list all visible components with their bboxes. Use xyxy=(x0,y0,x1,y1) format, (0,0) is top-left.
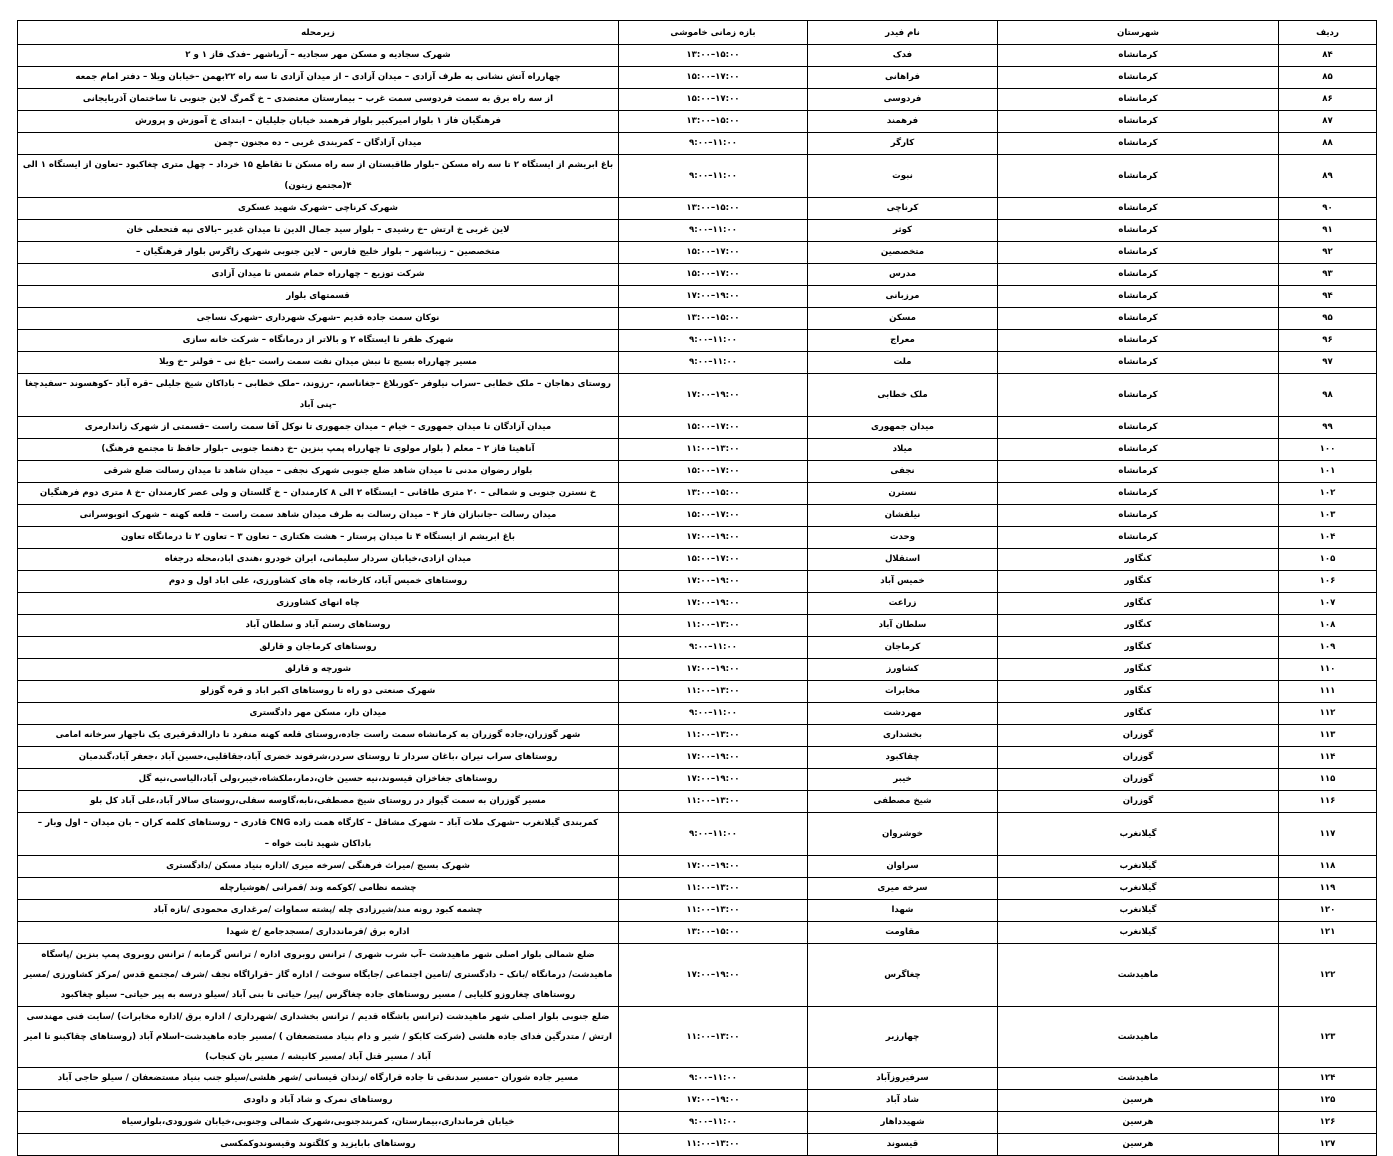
county-cell: گیلانغرب xyxy=(998,856,1279,878)
time-window-cell: ۱۱:۰۰–۱۳:۰۰ xyxy=(619,615,808,637)
time-window-cell: ۱۱:۰۰–۱۳:۰۰ xyxy=(619,878,808,900)
table-row xyxy=(18,242,1377,264)
table-row xyxy=(18,461,1377,483)
county-cell: گوزران xyxy=(998,725,1279,747)
county-cell: کرمانشاه xyxy=(998,45,1279,67)
row-number-cell: ۱۱۵ xyxy=(1279,769,1377,791)
area-cell: شهرک صنعتی دو راه تا روستاهای اکبر اباد و قره گوزلو xyxy=(18,681,619,703)
time-window-cell: ۱۵:۰۰–۱۷:۰۰ xyxy=(619,505,808,527)
table-row xyxy=(18,133,1377,155)
row-number-cell: ۱۰۴ xyxy=(1279,527,1377,549)
row-number-cell: ۸۴ xyxy=(1279,45,1377,67)
header-row xyxy=(18,21,1377,45)
row-number-cell: ۱۲۴ xyxy=(1279,1068,1377,1090)
area-cell: میدان ازادی،خیابان سردار سلیمانی، ایران خودرو ،هندی اباد،محله درجغاه xyxy=(18,549,619,571)
county-cell: گیلانغرب xyxy=(998,813,1279,856)
feeder-cell: چغاگرس xyxy=(808,944,998,1007)
table-row xyxy=(18,747,1377,769)
county-cell: کرمانشاه xyxy=(998,242,1279,264)
row-number-cell: ۱۰۵ xyxy=(1279,549,1377,571)
area-cell: روستاهای خمیس آباد، کارخانه، چاه های کشاورزی، علی اباد اول و دوم xyxy=(18,571,619,593)
table-row xyxy=(18,900,1377,922)
county-cell: کرمانشاه xyxy=(998,67,1279,89)
row-number-cell: ۸۹ xyxy=(1279,155,1377,198)
row-number-cell: ۸۶ xyxy=(1279,89,1377,111)
table-row xyxy=(18,1068,1377,1090)
time-window-cell: ۱۱:۰۰–۱۳:۰۰ xyxy=(619,1134,808,1156)
county-cell: کرمانشاه xyxy=(998,527,1279,549)
table-row xyxy=(18,813,1377,856)
row-number-cell: ۱۲۳ xyxy=(1279,1007,1377,1068)
row-number-cell: ۸۷ xyxy=(1279,111,1377,133)
feeder-cell: سرخه میری xyxy=(808,878,998,900)
time-window-cell: ۱۳:۰۰–۱۵:۰۰ xyxy=(619,483,808,505)
row-number-cell: ۹۷ xyxy=(1279,352,1377,374)
row-number-cell: ۱۰۰ xyxy=(1279,439,1377,461)
time-window-cell: ۹:۰۰–۱۱:۰۰ xyxy=(619,133,808,155)
time-window-cell: ۱۳:۰۰–۱۵:۰۰ xyxy=(619,308,808,330)
feeder-cell: فراهانی xyxy=(808,67,998,89)
area-cell: روستاهای بابایزید و کلگتوند وقیسوندوکمکسی xyxy=(18,1134,619,1156)
table-row xyxy=(18,417,1377,439)
time-window-cell: ۱۵:۰۰–۱۷:۰۰ xyxy=(619,89,808,111)
table-row xyxy=(18,769,1377,791)
area-cell: شرکت توزیع – چهارراه حمام شمس تا میدان آزادی xyxy=(18,264,619,286)
county-cell: ماهیدشت xyxy=(998,1007,1279,1068)
county-cell: هرسین xyxy=(998,1090,1279,1112)
area-cell: چشمه کبود رونه مند/شیرزادی چله /پشته سماوات /مرغداری محمودی /نازه آباد xyxy=(18,900,619,922)
county-cell: هرسین xyxy=(998,1112,1279,1134)
row-number-cell: ۱۱۰ xyxy=(1279,659,1377,681)
county-cell: کرمانشاه xyxy=(998,111,1279,133)
feeder-cell: نسترن xyxy=(808,483,998,505)
table-row xyxy=(18,45,1377,67)
time-window-cell: ۱۷:۰۰–۱۹:۰۰ xyxy=(619,659,808,681)
feeder-cell: فدک xyxy=(808,45,998,67)
row-number-cell: ۸۵ xyxy=(1279,67,1377,89)
county-cell: ماهیدشت xyxy=(998,1068,1279,1090)
area-cell: میدان دار، مسکن مهر دادگستری xyxy=(18,703,619,725)
feeder-cell: قیسوند xyxy=(808,1134,998,1156)
area-cell: مسیر جاده شوران –مسیر سدنقی تا جاده قرارگاه /زندان قیسانی /شهر هلشی/سیلو جنب بنیاد مستضعفان / سیلو حاجی آباد xyxy=(18,1068,619,1090)
table-row xyxy=(18,483,1377,505)
county-cell: گوزران xyxy=(998,791,1279,813)
feeder-cell: میدان جمهوری xyxy=(808,417,998,439)
area-cell: مسیر چهارراه بسیج تا نبش میدان نفت سمت راست –باغ نی – فولنر –خ ویلا xyxy=(18,352,619,374)
area-cell: شهرک بسیج /میراث فرهنگی /سرخه میری /اداره بنیاد مسکن /دادگستری xyxy=(18,856,619,878)
table-row xyxy=(18,856,1377,878)
time-window-cell: ۹:۰۰–۱۱:۰۰ xyxy=(619,813,808,856)
county-cell: کرمانشاه xyxy=(998,220,1279,242)
time-window-cell: ۱۷:۰۰–۱۹:۰۰ xyxy=(619,944,808,1007)
row-number-cell: ۱۰۶ xyxy=(1279,571,1377,593)
table-row xyxy=(18,659,1377,681)
area-cell: شهرک کرناچی –شهرک شهید عسکری xyxy=(18,198,619,220)
time-window-cell: ۱۷:۰۰–۱۹:۰۰ xyxy=(619,571,808,593)
row-number-cell: ۹۸ xyxy=(1279,374,1377,417)
table-row xyxy=(18,791,1377,813)
row-number-cell: ۱۱۴ xyxy=(1279,747,1377,769)
time-window-cell: ۱۱:۰۰–۱۳:۰۰ xyxy=(619,1007,808,1068)
header-row-number: ردیف xyxy=(1279,21,1377,45)
county-cell: گیلانغرب xyxy=(998,900,1279,922)
time-window-cell: ۱۱:۰۰–۱۳:۰۰ xyxy=(619,725,808,747)
area-cell: ضلع جنوبی بلوار اصلی شهر ماهیدشت (ترانس باشگاه قدیم / ترانس بخشداری /شهرداری / اداره برق /اداره مخابرات) /سایت فنی مهندسی ارتش / متدرگین فدای جاده هلشی (شرکت کابکو / شیر و دام بنیاد مستضعفان ) /مسیر جاده ماهیدشت–اسلام آباد (روستاهای چقاکبنو تا امیر آباد / مسیر قتل آباد /مسیر کانیشه / مسیر بان کنجاب) xyxy=(18,1007,619,1068)
area-cell: قسمتهای بلوار xyxy=(18,286,619,308)
area-cell: روستاهای رستم آباد و سلطان آباد xyxy=(18,615,619,637)
area-cell: میدان آزادگان تا میدان جمهوری – خیام – میدان جمهوری تا نوکل آقا سمت راست –قسمتی از شهرک زاندارمری xyxy=(18,417,619,439)
area-cell: مسیر گوزران به سمت گیواز در روستای شیخ مصطفی،نابه،گاوسه سفلی،روستای سالار آباد،علی آباد کل بلو xyxy=(18,791,619,813)
feeder-cell: نجفی xyxy=(808,461,998,483)
table-row xyxy=(18,111,1377,133)
area-cell: روستاهای جغاخزان قیسوند،نیه حسین خان،دمار،ملکشاه،خیبر،ولی آباد،الیاسی،نیه گل xyxy=(18,769,619,791)
county-cell: گیلانغرب xyxy=(998,878,1279,900)
table-row xyxy=(18,637,1377,659)
feeder-cell: ملت xyxy=(808,352,998,374)
row-number-cell: ۱۲۱ xyxy=(1279,922,1377,944)
county-cell: کرمانشاه xyxy=(998,483,1279,505)
row-number-cell: ۱۱۶ xyxy=(1279,791,1377,813)
time-window-cell: ۱۷:۰۰–۱۹:۰۰ xyxy=(619,374,808,417)
area-cell: اداره برق /فرماندداری /مسجدجامع /خ شهدا xyxy=(18,922,619,944)
feeder-cell: نیلفشان xyxy=(808,505,998,527)
row-number-cell: ۱۰۳ xyxy=(1279,505,1377,527)
area-cell: متخصصین – زیباشهر – بلوار خلیج فارس – لاین جنوبی شهرک زاگرس بلوار فرهنگیان – xyxy=(18,242,619,264)
area-cell: از سه راه برق به سمت فردوسی سمت غرب – بیمارستان معتضدی – خ گمرگ لاین جنوبی تا ساختمان آذربایجانی xyxy=(18,89,619,111)
area-cell: لاین غربی خ ارتش –خ رشیدی – بلوار سید جمال الدین تا میدان غدیر –بالای نپه فتحعلی خان xyxy=(18,220,619,242)
row-number-cell: ۱۱۱ xyxy=(1279,681,1377,703)
time-window-cell: ۱۷:۰۰–۱۹:۰۰ xyxy=(619,286,808,308)
row-number-cell: ۹۶ xyxy=(1279,330,1377,352)
feeder-cell: شاد آباد xyxy=(808,1090,998,1112)
table-row xyxy=(18,593,1377,615)
time-window-cell: ۹:۰۰–۱۱:۰۰ xyxy=(619,703,808,725)
table-row xyxy=(18,439,1377,461)
county-cell: کرمانشاه xyxy=(998,417,1279,439)
time-window-cell: ۱۷:۰۰–۱۹:۰۰ xyxy=(619,593,808,615)
table-row xyxy=(18,308,1377,330)
area-cell: آناهیتا فاز ۲ – معلم ( بلوار مولوی تا چهارراه پمپ بنزین –خ دهنما جنوبی –بلوار حافظ تا مجتمع فرهنگ) xyxy=(18,439,619,461)
feeder-cell: کشاورز xyxy=(808,659,998,681)
table-row xyxy=(18,286,1377,308)
time-window-cell: ۱۵:۰۰–۱۷:۰۰ xyxy=(619,242,808,264)
area-cell: روستای دهاجان – ملک خطابی –سراب نیلوفر –کوربلاغ –جغاناسم، –رزوند، –ملک خطابی – باداکان شیخ جلیلی –قره آباد –کوهسوند –سفیدچغا –پنی آباد xyxy=(18,374,619,417)
county-cell: کرمانشاه xyxy=(998,308,1279,330)
table-row xyxy=(18,330,1377,352)
time-window-cell: ۱۵:۰۰–۱۷:۰۰ xyxy=(619,549,808,571)
county-cell: کرمانشاه xyxy=(998,286,1279,308)
time-window-cell: ۱۱:۰۰–۱۳:۰۰ xyxy=(619,439,808,461)
outage-schedule-table xyxy=(17,20,1377,1156)
row-number-cell: ۱۱۲ xyxy=(1279,703,1377,725)
area-cell: میدان آزادگان – کمربندی غربی – ده مجنون –چمن xyxy=(18,133,619,155)
time-window-cell: ۱۱:۰۰–۱۳:۰۰ xyxy=(619,681,808,703)
row-number-cell: ۹۳ xyxy=(1279,264,1377,286)
area-cell: چاه انهای کشاورزی xyxy=(18,593,619,615)
county-cell: گیلانغرب xyxy=(998,922,1279,944)
feeder-cell: سراوان xyxy=(808,856,998,878)
row-number-cell: ۱۲۲ xyxy=(1279,944,1377,1007)
area-cell: باغ ابریشم از ایستگاه ۴ تا میدان پرستار – هشت هکتاری – تعاون ۳ – تعاون ۲ تا درمانگاه تعاون xyxy=(18,527,619,549)
area-cell: فرهنگیان فاز ۱ بلوار امیرکبیر بلوار فرهمند خیابان جلیلیان – ابتدای خ آموزش و پرورش xyxy=(18,111,619,133)
row-number-cell: ۱۱۳ xyxy=(1279,725,1377,747)
feeder-cell: مهردشت xyxy=(808,703,998,725)
row-number-cell: ۹۹ xyxy=(1279,417,1377,439)
time-window-cell: ۱۵:۰۰–۱۷:۰۰ xyxy=(619,461,808,483)
feeder-cell: شهیدداهار xyxy=(808,1112,998,1134)
time-window-cell: ۹:۰۰–۱۱:۰۰ xyxy=(619,1112,808,1134)
feeder-cell: کرماجان xyxy=(808,637,998,659)
time-window-cell: ۱۳:۰۰–۱۵:۰۰ xyxy=(619,111,808,133)
feeder-cell: فرهمند xyxy=(808,111,998,133)
feeder-cell: چهارزبر xyxy=(808,1007,998,1068)
time-window-cell: ۹:۰۰–۱۱:۰۰ xyxy=(619,330,808,352)
table-row xyxy=(18,549,1377,571)
feeder-cell: مقاومت xyxy=(808,922,998,944)
table-row xyxy=(18,1007,1377,1068)
table-row xyxy=(18,615,1377,637)
area-cell: روستاهای کرماجان و قارلق xyxy=(18,637,619,659)
row-number-cell: ۱۲۵ xyxy=(1279,1090,1377,1112)
time-window-cell: ۹:۰۰–۱۱:۰۰ xyxy=(619,637,808,659)
row-number-cell: ۱۰۱ xyxy=(1279,461,1377,483)
time-window-cell: ۱۷:۰۰–۱۹:۰۰ xyxy=(619,769,808,791)
row-number-cell: ۱۲۶ xyxy=(1279,1112,1377,1134)
county-cell: کرمانشاه xyxy=(998,352,1279,374)
table-row xyxy=(18,198,1377,220)
table-row xyxy=(18,505,1377,527)
row-number-cell: ۱۰۸ xyxy=(1279,615,1377,637)
area-cell: خیابان فرمانداری،بیمارستان، کمربندجنوبی،شهرک شمالی وجنوبی،خیابان شورودی،بلوارسیاه xyxy=(18,1112,619,1134)
time-window-cell: ۱۳:۰۰–۱۵:۰۰ xyxy=(619,922,808,944)
feeder-cell: کوثر xyxy=(808,220,998,242)
area-cell: روستاهای سراب تیران ،باغان سردار تا روستای سردر،شرفوند خضری آباد،جقاقلیی،حسین آباد ،جعفر آباد،گندمبان xyxy=(18,747,619,769)
county-cell: کرمانشاه xyxy=(998,89,1279,111)
feeder-cell: معراج xyxy=(808,330,998,352)
header-feeder: نام فیدر xyxy=(808,21,998,45)
time-window-cell: ۹:۰۰–۱۱:۰۰ xyxy=(619,155,808,198)
county-cell: کرمانشاه xyxy=(998,374,1279,417)
county-cell: ماهیدشت xyxy=(998,944,1279,1007)
area-cell: شهرک ظفر تا ایستگاه ۲ و بالاتر از درمانگاه – شرکت خانه سازی xyxy=(18,330,619,352)
row-number-cell: ۹۴ xyxy=(1279,286,1377,308)
table-row xyxy=(18,155,1377,198)
county-cell: کرمانشاه xyxy=(998,198,1279,220)
time-window-cell: ۹:۰۰–۱۱:۰۰ xyxy=(619,352,808,374)
row-number-cell: ۱۰۹ xyxy=(1279,637,1377,659)
table-row xyxy=(18,89,1377,111)
time-window-cell: ۱۵:۰۰–۱۷:۰۰ xyxy=(619,264,808,286)
feeder-cell: ملک خطابی xyxy=(808,374,998,417)
area-cell: نوکان سمت جاده قدیم –شهرک شهرداری –شهرک نساجی xyxy=(18,308,619,330)
row-number-cell: ۱۰۷ xyxy=(1279,593,1377,615)
county-cell: کرمانشاه xyxy=(998,155,1279,198)
row-number-cell: ۸۸ xyxy=(1279,133,1377,155)
county-cell: کنگاور xyxy=(998,659,1279,681)
row-number-cell: ۱۲۰ xyxy=(1279,900,1377,922)
county-cell: کنگاور xyxy=(998,593,1279,615)
feeder-cell: شهدا xyxy=(808,900,998,922)
row-number-cell: ۱۱۷ xyxy=(1279,813,1377,856)
feeder-cell: کارگر xyxy=(808,133,998,155)
feeder-cell: سرفیروزآباد xyxy=(808,1068,998,1090)
time-window-cell: ۱۷:۰۰–۱۹:۰۰ xyxy=(619,1090,808,1112)
table-row xyxy=(18,374,1377,417)
area-cell: میدان رسالت –جانبازان فاز ۴ – میدان رسالت به طرف میدان شاهد سمت راست – قلعه کهنه – شهرک اتوبوسرانی xyxy=(18,505,619,527)
feeder-cell: کرناچی xyxy=(808,198,998,220)
county-cell: کنگاور xyxy=(998,703,1279,725)
county-cell: کنگاور xyxy=(998,549,1279,571)
table-row xyxy=(18,1090,1377,1112)
county-cell: هرسین xyxy=(998,1134,1279,1156)
time-window-cell: ۱۷:۰۰–۱۹:۰۰ xyxy=(619,856,808,878)
row-number-cell: ۱۱۹ xyxy=(1279,878,1377,900)
header-time-window: بازه زمانی خاموشی xyxy=(619,21,808,45)
county-cell: کنگاور xyxy=(998,681,1279,703)
table-body xyxy=(18,45,1377,1156)
feeder-cell: مرزبانی xyxy=(808,286,998,308)
feeder-cell: خیبر xyxy=(808,769,998,791)
time-window-cell: ۱۵:۰۰–۱۷:۰۰ xyxy=(619,67,808,89)
time-window-cell: ۹:۰۰–۱۱:۰۰ xyxy=(619,220,808,242)
feeder-cell: بخشداری xyxy=(808,725,998,747)
county-cell: کرمانشاه xyxy=(998,461,1279,483)
table-row xyxy=(18,922,1377,944)
area-cell: بلوار رضوان مدنی تا میدان شاهد ضلع جنوبی شهرک نجفی – میدان شاهد تا میدان رسالت ضلع شرقی xyxy=(18,461,619,483)
area-cell: شورچه و قارلق xyxy=(18,659,619,681)
time-window-cell: ۱۷:۰۰–۱۹:۰۰ xyxy=(619,747,808,769)
feeder-cell: وحدت xyxy=(808,527,998,549)
header-area: زیرمحله xyxy=(18,21,619,45)
table-row xyxy=(18,264,1377,286)
table-row xyxy=(18,1134,1377,1156)
county-cell: کرمانشاه xyxy=(998,505,1279,527)
area-cell: شهر گوزران،جاده گوزران به کرمانشاه سمت راست جاده،روستای قلعه کهنه منفرد تا دارالدقرقیری یک ناجهار سرخانه امامی xyxy=(18,725,619,747)
area-cell: ضلع شمالی بلوار اصلی شهر ماهیدشت –آب شرب شهری / ترانس روبروی اداره / ترانس گرمابه / ترانس روبروی پمپ بنزین /پاسگاه ماهیدشت/ درمانگاه /بانک – دادگستری /تامین اجتماعی /جایگاه سوخت / اداره گاز –قراراگاه نجف /شرف /مجتمع قدس /مرکز کشاورزی /مسیر روستاهای چغاروزو کلیایی / مسیر روستاهای جاده چغاگرس /پیر/ حیاتی تا بنی آباد /سیلو درسه به پیر حیاتی– سیلو چغاکبود xyxy=(18,944,619,1007)
row-number-cell: ۹۲ xyxy=(1279,242,1377,264)
feeder-cell: متخصصین xyxy=(808,242,998,264)
table-row xyxy=(18,1112,1377,1134)
row-number-cell: ۹۵ xyxy=(1279,308,1377,330)
area-cell: چشمه نظامی /کوکمه وند /قمرانی /هوشیارچله xyxy=(18,878,619,900)
time-window-cell: ۱۱:۰۰–۱۳:۰۰ xyxy=(619,900,808,922)
table-row xyxy=(18,878,1377,900)
feeder-cell: شیخ مصطفی xyxy=(808,791,998,813)
area-cell: کمربندی گیلانغرب –شهرک ملات آباد – شهرک مشاقل – کارگاه همت زاده CNG قادری – روستاهای کلمه کران – بان میدان – اول وبار – باداکان شهید ثابت خواه – xyxy=(18,813,619,856)
table-row xyxy=(18,944,1377,1007)
table-row xyxy=(18,220,1377,242)
county-cell: کرمانشاه xyxy=(998,264,1279,286)
table-row xyxy=(18,571,1377,593)
row-number-cell: ۱۲۷ xyxy=(1279,1134,1377,1156)
time-window-cell: ۱۳:۰۰–۱۵:۰۰ xyxy=(619,45,808,67)
feeder-cell: سلطان آباد xyxy=(808,615,998,637)
feeder-cell: خمیس آباد xyxy=(808,571,998,593)
area-cell: شهرک سجادیه و مسکن مهر سجادیه – آریاشهر –فدک فاز ۱ و ۲ xyxy=(18,45,619,67)
time-window-cell: ۱۷:۰۰–۱۹:۰۰ xyxy=(619,527,808,549)
county-cell: گوزران xyxy=(998,747,1279,769)
row-number-cell: ۱۰۲ xyxy=(1279,483,1377,505)
feeder-cell: فردوسی xyxy=(808,89,998,111)
area-cell: باغ ابریشم از ایستگاه ۲ تا سه راه مسکن –بلوار طاقبستان از سه راه مسکن تا تقاطع ۱۵ خرداد – چهل متری چغاکبود –تعاون از ایستگاه ۱ الی ۴(مجتمع زیتون) xyxy=(18,155,619,198)
table-row xyxy=(18,352,1377,374)
feeder-cell: مدرس xyxy=(808,264,998,286)
time-window-cell: ۱۳:۰۰–۱۵:۰۰ xyxy=(619,198,808,220)
area-cell: روستاهای نمرک و شاد آباد و داودی xyxy=(18,1090,619,1112)
header-county: شهرستان xyxy=(998,21,1279,45)
time-window-cell: ۱۱:۰۰–۱۳:۰۰ xyxy=(619,791,808,813)
feeder-cell: میلاد xyxy=(808,439,998,461)
feeder-cell: استقلال xyxy=(808,549,998,571)
time-window-cell: ۱۵:۰۰–۱۷:۰۰ xyxy=(619,417,808,439)
row-number-cell: ۱۱۸ xyxy=(1279,856,1377,878)
area-cell: چهارراه آتش نشانی به طرف آزادی – میدان آزادی – از میدان آزادی تا سه راه ۲۲بهمن –خیابان ویلا – دفتر امام جمعه xyxy=(18,67,619,89)
table-row xyxy=(18,725,1377,747)
county-cell: کنگاور xyxy=(998,571,1279,593)
row-number-cell: ۹۰ xyxy=(1279,198,1377,220)
county-cell: کرمانشاه xyxy=(998,133,1279,155)
county-cell: کرمانشاه xyxy=(998,439,1279,461)
row-number-cell: ۹۱ xyxy=(1279,220,1377,242)
county-cell: کرمانشاه xyxy=(998,330,1279,352)
feeder-cell: زراعت xyxy=(808,593,998,615)
feeder-cell: مخابرات xyxy=(808,681,998,703)
area-cell: خ نسترن جنوبی و شمالی – ۲۰ متری طاقانی – ایستگاه ۲ الی ۸ کارمندان – خ گلستان و ولی عصر کارمندان –خ ۸ متری دوم فرهنگیان xyxy=(18,483,619,505)
table-row xyxy=(18,527,1377,549)
feeder-cell: خوشروان xyxy=(808,813,998,856)
feeder-cell: چقاکبود xyxy=(808,747,998,769)
county-cell: گوزران xyxy=(998,769,1279,791)
table-row xyxy=(18,703,1377,725)
feeder-cell: نبوت xyxy=(808,155,998,198)
time-window-cell: ۹:۰۰–۱۱:۰۰ xyxy=(619,1068,808,1090)
county-cell: کنگاور xyxy=(998,637,1279,659)
county-cell: کنگاور xyxy=(998,615,1279,637)
table-row xyxy=(18,681,1377,703)
table-row xyxy=(18,67,1377,89)
feeder-cell: مسکن xyxy=(808,308,998,330)
